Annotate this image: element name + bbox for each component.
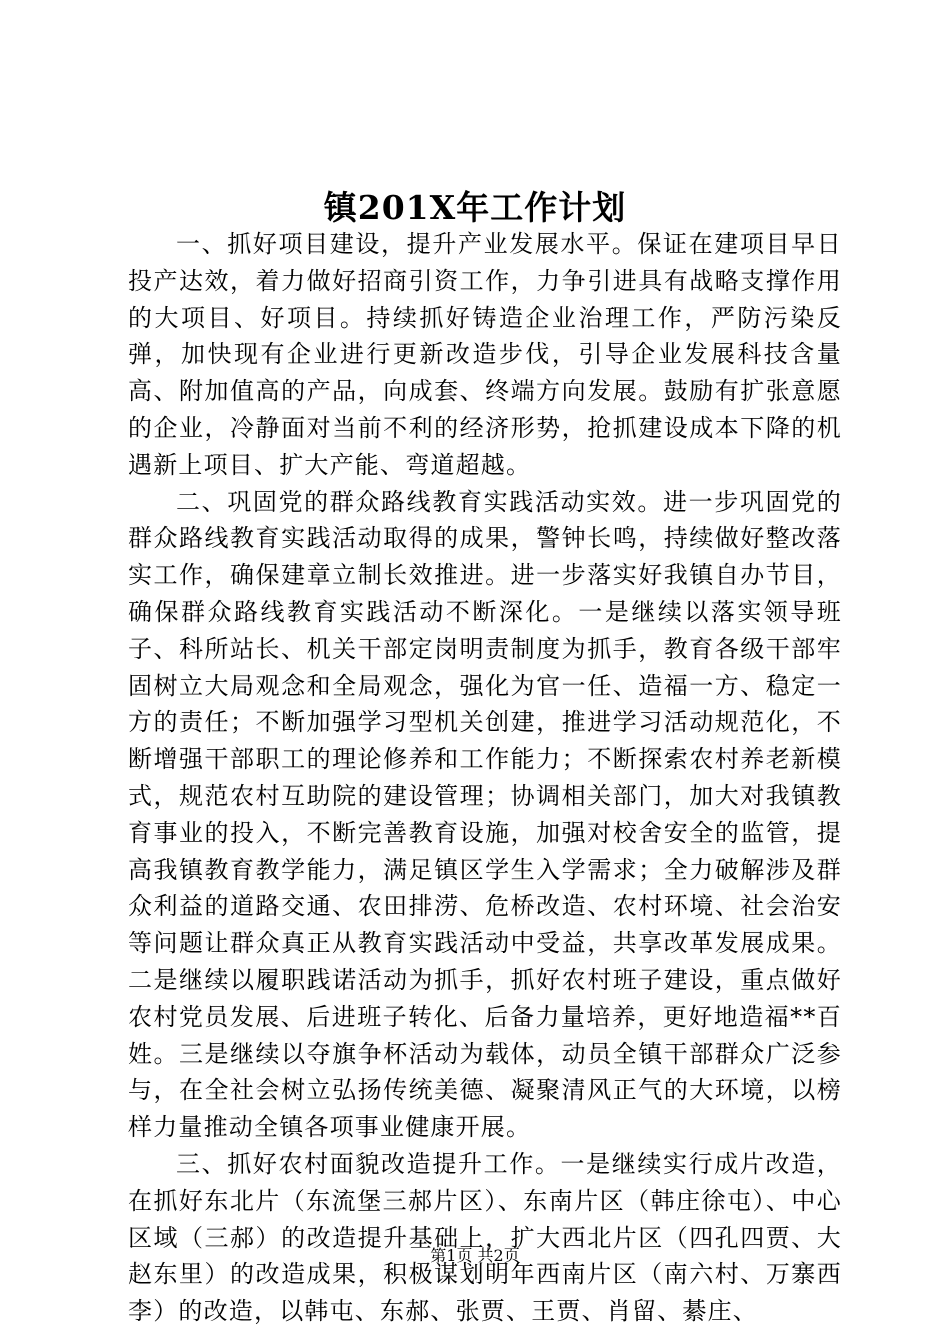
- paragraph-project-construction: 一、抓好项目建设，提升产业发展水平。保证在建项目早日投产达效，着力做好招商引资工作，力争引进具有战略支撑作用的大项目、好项目。持续抓好铸造企业治理工作，严防污染反弹，加快现有企业进行更新改造步伐，引导企业发展科技含量高、附加值高的产品，向成套、终端方向发展。鼓励有扩张意愿的企业，冷静面对当前不利的经济形势，抢抓建设成本下降的机遇新上项目、扩大产能、弯道超越。: [128, 230, 842, 479]
- paragraph-rural-renovation: 三、抓好农村面貌改造提升工作。一是继续实行成片改造，在抓好东北片（东流堡三郝片区）、东南片区（韩庄徐屯）、中心区域（三郝）的改造提升基础上，扩大西北片区（四孔四贾、大赵东里）的改造成果，积极谋划明年西南片区（南六村、万寨西李）的改造，以韩屯、东郝、张贾、王贾、肖留、綦庄、: [128, 1149, 842, 1326]
- document-body: [128, 226, 842, 1330]
- document-title: 镇201X年工作计划: [323, 188, 627, 227]
- page-number-footer: 第1页 共2页: [430, 1246, 520, 1265]
- paragraph-mass-line-education: 二、巩固党的群众路线教育实践活动实效。进一步巩固党的群众路线教育实践活动取得的成果，警钟长鸣，持续做好整改落实工作，确保建章立制长效推进。进一步落实好我镇自办节目，确保群众路线教育实践活动不断深化。一是继续以落实领导班子、科所站长、机关干部定岗明责制度为抓手，教育各级干部牢固树立大局观念和全局观念，强化为官一任、造福一方、稳定一方的责任；不断加强学习型机关创建，推进学习活动规范化，不断增强干部职工的理论修养和工作能力；不断探索农村养老新模式，规范农村互助院的建设管理；协调相关部门，加大对我镇教育事业的投入，不断完善教育设施，加强对校舍安全的监管，提高我镇教育教学能力，满足镇区学生入学需求；全力破解涉及群众利益的道路交通、农田排涝、危桥改造、农村环境、社会治安等问题让群众真正从教育实践活动中受益，共享改革发展成果。二是继续以履职践诺活动为抓手，抓好农村班子建设，重点做好农村党员发展、后进班子转化、后备力量培养，更好地造福**百姓。三是继续以夺旗争杯活动为载体，动员全镇干部群众广泛参与，在全社会树立弘扬传统美德、凝聚清风正气的大环境，以榜样力量推动全镇各项事业健康开展。: [128, 487, 842, 1142]
